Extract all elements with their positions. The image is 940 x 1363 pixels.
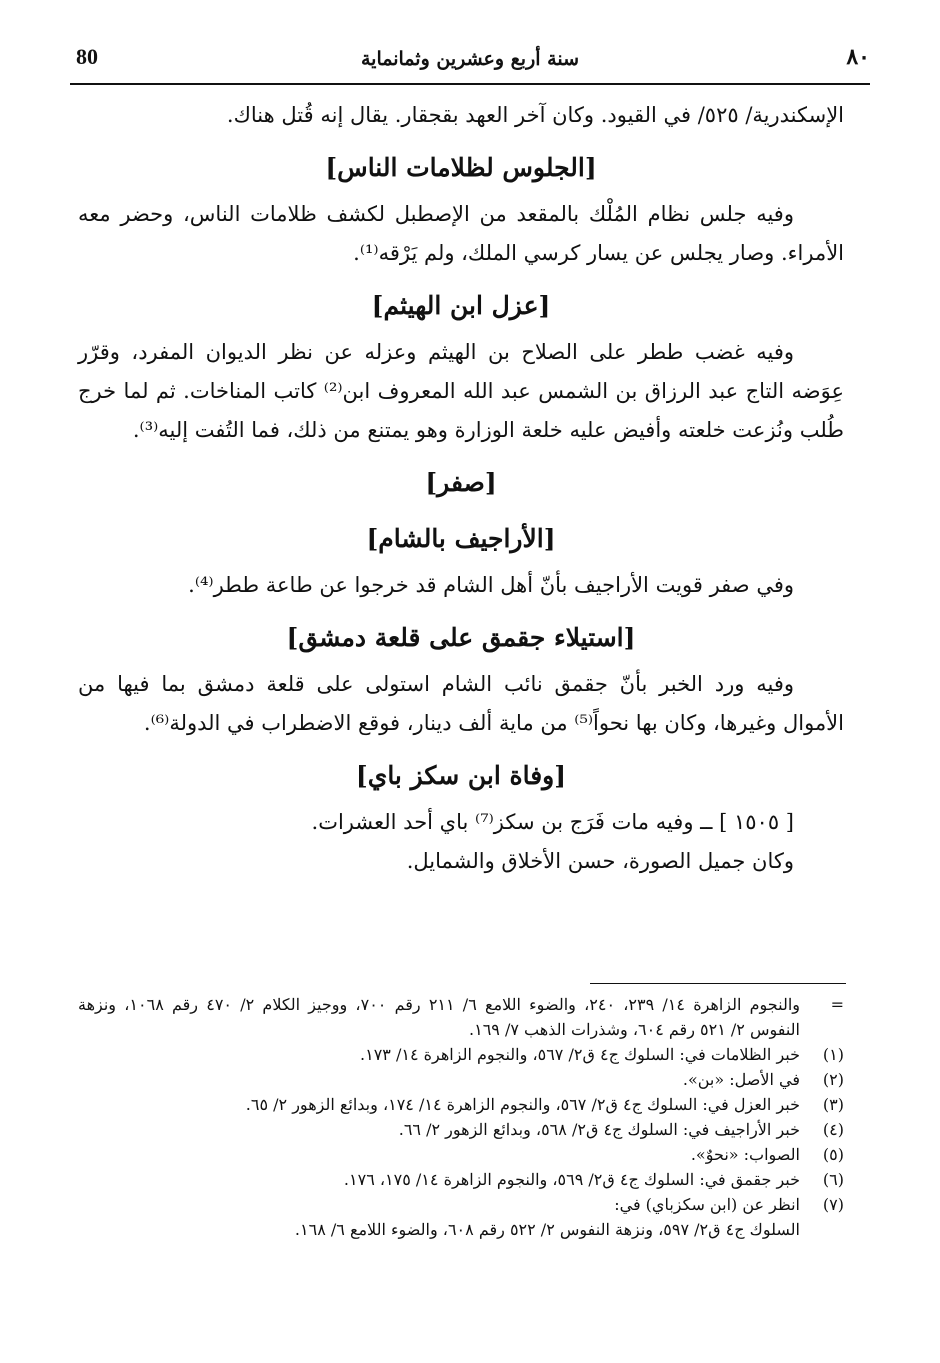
footnote bbox=[78, 1142, 844, 1167]
footnote-number: (٢) bbox=[822, 1070, 844, 1089]
footnote-text: خبر جقمق في: السلوك ج٤ ق٢/ ٥٦٩، والنجوم الزاهرة ١٤/ ١٧٥، ١٧٦. bbox=[343, 1170, 800, 1189]
heading-arajif: [الأراجيف بالشام] bbox=[366, 524, 556, 553]
footnote-text: في الأصل: «بن». bbox=[682, 1070, 800, 1089]
footnote bbox=[78, 1192, 844, 1217]
page-number-arabic: ٨٠ bbox=[846, 44, 870, 70]
footnote-number: (٥) bbox=[822, 1145, 844, 1164]
heading-wafat: [وفاة ابن سكز باي] bbox=[355, 761, 567, 790]
paragraph-jolous: وفيه جلس نظام المُلْك بالمقعد من الإصطبل لكشف ظلامات الناس، وحضر معه الأمراء. وصار يجلس عن يسار كرسي الملك، ولم يَرْقه⁽¹⁾. bbox=[78, 202, 844, 265]
footnote-number: (١) bbox=[822, 1045, 844, 1064]
footnote bbox=[78, 1067, 844, 1092]
footnote bbox=[78, 1092, 844, 1117]
footnote-text: الصواب: «نحوٌ». bbox=[690, 1145, 800, 1164]
footnote-text: السلوك ج٤ ق٢/ ٥٩٧، ونزهة النفوس ٢/ ٥٢٢ رقم ٦٠٨، والضوء اللامع ٦/ ١٦٨. bbox=[294, 1220, 800, 1239]
footnote bbox=[78, 1167, 844, 1192]
page-header bbox=[70, 40, 870, 80]
footnote-number: (٣) bbox=[822, 1095, 844, 1114]
running-title: سنة أربع وعشرين وثمانماية bbox=[360, 48, 579, 70]
paragraph-wafat-1: [ ١٥٠٥ ] ــ وفيه مات فَرَج بن سكز⁽⁷⁾ باي أحد العشرات. bbox=[311, 810, 794, 834]
heading-jolous: [الجلوس لظلامات الناس] bbox=[325, 153, 597, 182]
header-rule bbox=[70, 83, 870, 85]
footnote-text: انظر عن (ابن سكزباي) في: bbox=[614, 1195, 800, 1214]
heading-safar: [صفر] bbox=[425, 468, 497, 497]
footnote-number: (٧) bbox=[822, 1195, 844, 1214]
page-number-latin: 80 bbox=[76, 44, 98, 69]
paragraph-azl: وفيه غضب ططر على الصلاح بن الهيثم وعزله عن نظر الديوان المفرد، وقرّر عِوَضه التاج عبد الرزاق بن الشمس عبد الله المعروف ابن⁽²⁾ كاتب المناخات. ثم لما خرج طُلب ونُزعت خلعته وأفيض عليه خلعة الوزارة وهو يمتنع من ذلك، فما التُفت إليه⁽³⁾. bbox=[78, 340, 845, 442]
heading-istila: [استيلاء جقمق على قلعة دمشق] bbox=[286, 623, 636, 652]
footnote-text: والنجوم الزاهرة ١٤/ ٢٣٩، ٢٤٠، والضوء اللامع ٦/ ٢١١ رقم ٧٠٠، ووجيز الكلام ٢/ ٤٧٠ رقم ١٠٦٨، ونزهة النفوس ٢/ ٥٢١ رقم ٦٠٤، وشذرات الذهب ٧/ ١٦٩. bbox=[78, 995, 801, 1039]
footnote-number: (٦) bbox=[822, 1170, 844, 1189]
footnote bbox=[78, 992, 844, 1042]
footnote-text: خبر الأراجيف في: السلوك ج٤ ق٢/ ٥٦٨، وبدائع الزهور ٢/ ٦٦. bbox=[398, 1120, 800, 1139]
paragraph-istila: وفيه ورد الخبر بأنّ جقمق نائب الشام استولى على قلعة دمشق بما فيها من الأموال وغيرها، وكان بها نحواً⁽⁵⁾ من ماية ألف دينار، فوقع الاضطراب في الدولة⁽⁶⁾. bbox=[78, 672, 844, 735]
footnote bbox=[78, 1217, 844, 1242]
footnotes bbox=[78, 992, 844, 1242]
footnote bbox=[78, 1042, 844, 1067]
footnote-rule bbox=[590, 983, 846, 984]
page-body bbox=[78, 96, 844, 881]
footnote-text: خبر العزل في: السلوك ج٤ ق٢/ ٥٦٧، والنجوم الزاهرة ١٤/ ١٧٤، وبدائع الزهور ٢/ ٦٥. bbox=[245, 1095, 800, 1114]
footnote-text: خبر الظلامات في: السلوك ج٤ ق٢/ ٥٦٧، والنجوم الزاهرة ١٤/ ١٧٣. bbox=[360, 1045, 800, 1064]
footnote-number: (٤) bbox=[822, 1120, 844, 1139]
intro-paragraph: الإسكندرية/ ٥٢٥/ في القيود. وكان آخر العهد بقجقار. يقال إنه قُتل هناك. bbox=[226, 103, 844, 127]
paragraph-arajif: وفي صفر قويت الأراجيف بأنّ أهل الشام قد خرجوا عن طاعة ططر⁽⁴⁾. bbox=[188, 573, 794, 597]
footnote-number bbox=[800, 1217, 844, 1242]
footnote-number: = bbox=[830, 995, 844, 1014]
paragraph-wafat-2: وكان جميل الصورة، حسن الأخلاق والشمايل. bbox=[406, 849, 794, 873]
heading-azl: [عزل ابن الهيثم] bbox=[371, 291, 551, 320]
footnote bbox=[78, 1117, 844, 1142]
